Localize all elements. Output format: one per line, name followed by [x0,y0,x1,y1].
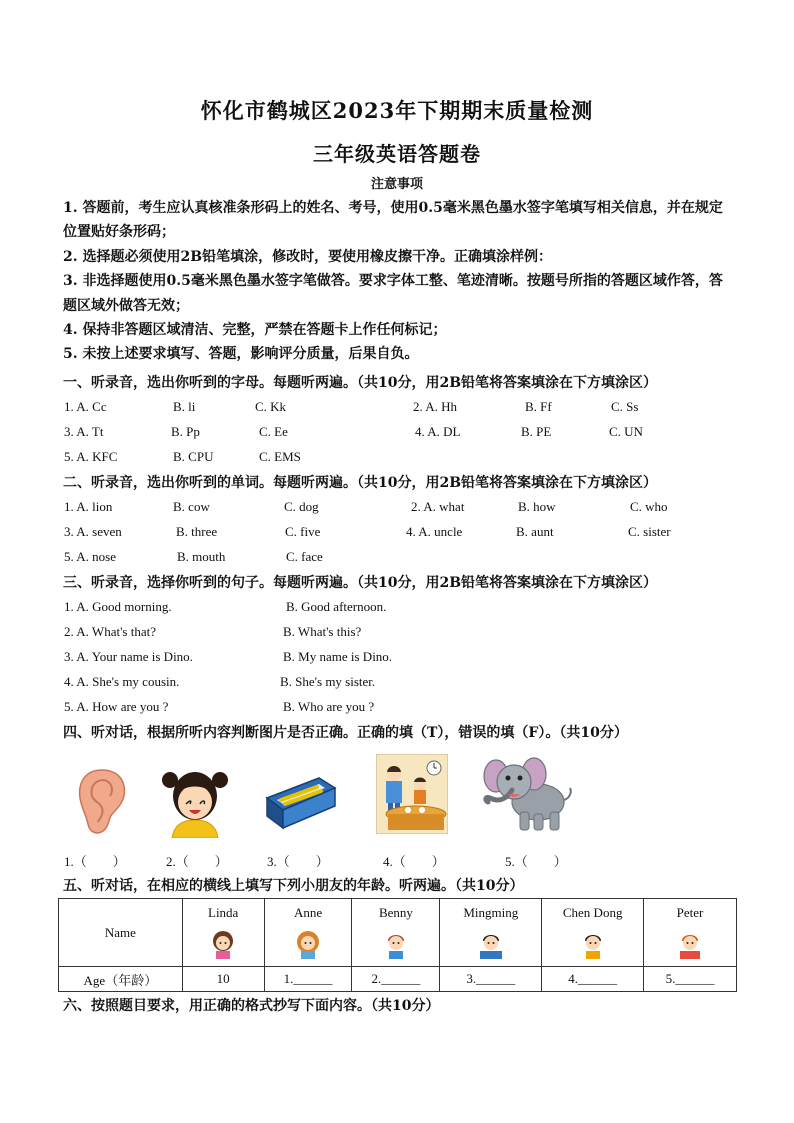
table-row [59,967,737,992]
option: B. PE [521,424,552,439]
note-item: 5. 未按上述要求填写、答题，影响评分质量，后果自负。 [63,346,419,363]
section-3-heading: 三、听录音，选择你听到的句子。每题听两遍。（共10分，用2B铅笔将答案填涂在下方填涂区） [63,575,658,591]
child-name: Chen Dong [562,905,623,920]
answer-blank[interactable]: 1.（ ） [64,854,126,869]
pencil-box-icon [263,776,337,832]
option: C. UN [609,424,643,439]
answer-blank[interactable]: 2.（ ） [166,854,228,869]
age-blank[interactable]: 4.______ [542,967,644,992]
age-header: Age（年龄） [59,967,183,992]
boy-avatar-icon [381,929,411,959]
option: C. who [630,499,668,514]
option: C. Ee [259,424,288,439]
option: 2. A. What's that? [64,624,157,639]
table-row [59,899,737,967]
answer-blank[interactable]: 4.（ ） [383,854,445,869]
child-cell [440,899,542,967]
child-name: Benny [378,905,413,920]
section-2-heading: 二、听录音，选出你听到的单词。每题听两遍。（共10分，用2B铅笔将答案填涂在下方填涂区） [63,475,658,491]
part1-row [0,449,794,469]
option: 2. A. Hh [413,399,458,414]
option: B. CPU [173,449,214,464]
elephant-icon [480,756,576,836]
part3-row [0,649,794,669]
option: C. sister [628,524,671,539]
part2-row [0,549,794,569]
option: 1. A. lion [64,499,113,514]
judgement-pictures [60,752,620,842]
part1-row [0,424,794,444]
boy-avatar-icon [674,929,706,959]
age-blank[interactable]: 3.______ [440,967,542,992]
option: C. Ss [611,399,639,414]
option: B. Who are you ? [283,699,375,714]
note-item: 4. 保持非答题区域清洁、完整，严禁在答题卡上作任何标记； [63,322,447,339]
option: 3. A. Tt [64,424,104,439]
option: B. three [176,524,218,539]
option: B. mouth [177,549,226,564]
part3-row [0,674,794,694]
part3-row [0,699,794,719]
part3-row [0,599,794,619]
child-cell [182,899,264,967]
family-icon [376,754,448,834]
option: B. Pp [171,424,200,439]
child-name: Mingming [463,905,519,920]
child-cell [264,899,352,967]
option: B. cow [173,499,210,514]
option: 4. A. She's my cousin. [64,674,180,689]
option: B. aunt [516,524,554,539]
child-cell [644,899,737,967]
option: 5. A. KFC [64,449,118,464]
option: 1. A. Cc [64,399,107,414]
name-header: Name [59,899,183,967]
age-value: 10 [182,967,264,992]
part2-row [0,524,794,544]
child-name: Linda [208,905,239,920]
age-table [58,898,737,992]
option: 4. A. DL [415,424,461,439]
option: B. li [173,399,196,414]
option: 3. A. seven [64,524,122,539]
girl-avatar-icon [293,929,323,959]
option: C. EMS [259,449,301,464]
girl-icon [160,766,230,838]
section-1-heading: 一、听录音，选出你听到的字母。每题听两遍。（共10分，用2B铅笔将答案填涂在下方填涂区） [63,375,658,391]
option: B. My name is Dino. [283,649,393,664]
exam-subtitle: 三年级英语答题卷 [313,142,481,166]
option: 5. A. How are you ? [64,699,169,714]
part3-row [0,624,794,644]
note-item: 3. 非选择题使用0.5毫米黑色墨水签字笔做答。要求字体工整、笔迹清晰。按题号所指的答题区域作答，答题区域外做答无效； [63,273,723,314]
note-item: 2. 选择题必须使用2B铅笔填涂，修改时，要使用橡皮擦干净。正确填涂样例： [63,248,553,265]
answer-blank[interactable]: 5.（ ） [505,854,567,869]
option: C. face [286,549,323,564]
part2-row [0,499,794,519]
section-5-heading: 五、听对话，在相应的横线上填写下列小朋友的年龄。听两遍。（共10分） [63,878,524,894]
note-item: 1. 答题前，考生应认真核准条形码上的姓名、考号，使用0.5毫米黑色墨水签字笔填写相关信息，并在规定位置贴好条形码； [63,200,723,241]
option: B. What's this? [283,624,362,639]
child-name: Peter [676,905,704,920]
option: B. Good afternoon. [286,599,387,614]
boy-avatar-icon [474,929,508,959]
option: 2. A. what [411,499,465,514]
child-cell [542,899,644,967]
boy-avatar-icon [578,929,608,959]
section-4-heading: 四、听对话，根据所听内容判断图片是否正确。正确的填（T），错误的填（F）。（共10分） [63,725,628,741]
option: B. She's my sister. [280,674,376,689]
notes-list [63,196,735,367]
option: C. Kk [255,399,287,414]
age-blank[interactable]: 5.______ [644,967,737,992]
ear-icon [74,766,130,838]
option: C. five [285,524,321,539]
part1-row [0,399,794,419]
option: B. Ff [525,399,552,414]
age-blank[interactable]: 2.______ [352,967,440,992]
option: C. dog [284,499,319,514]
option: 4. A. uncle [406,524,463,539]
option: 3. A. Your name is Dino. [64,649,193,664]
age-blank[interactable]: 1.______ [264,967,352,992]
option: B. how [518,499,556,514]
judgement-blanks [0,851,794,871]
child-cell [352,899,440,967]
notes-heading: 注意事项 [370,177,423,192]
exam-title: 怀化市鹤城区2023年下期期末质量检测 [200,98,594,123]
option: 1. A. Good morning. [64,599,172,614]
option: 5. A. nose [64,549,116,564]
section-6-heading: 六、按照题目要求，用正确的格式抄写下面内容。（共10分） [63,998,440,1014]
child-name: Anne [293,905,323,920]
girl-avatar-icon [208,929,238,959]
answer-blank[interactable]: 3.（ ） [267,854,329,869]
